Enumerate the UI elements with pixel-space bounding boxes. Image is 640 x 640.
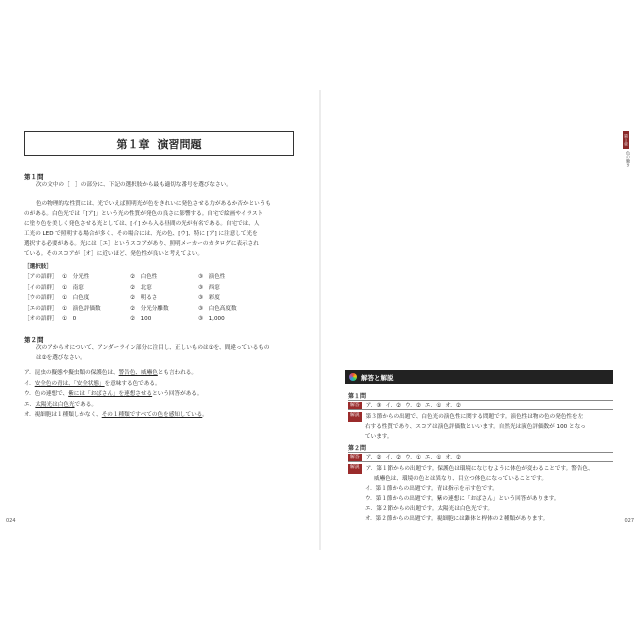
q2-items: [24, 368, 304, 421]
q2-item-post: である。: [74, 401, 97, 408]
answer-value: オ．②: [445, 455, 461, 461]
explanation-line: 右する性質であり、スコアは演色評価数といいます。自然光は演色評価数が 100 となっ: [365, 424, 586, 430]
chapter-number: 第１章: [116, 137, 150, 151]
q2-item: [24, 389, 304, 400]
answer-value: ウ．②: [405, 403, 421, 409]
explanation-line: 第３節からの出題で、白色光の演色性に関する問題です。演色性は物の色の発色性を左: [365, 414, 584, 420]
q2-item-pre: エ．: [24, 401, 36, 408]
answer-value: ア．③: [365, 403, 382, 409]
q2-item-underline: 安全色の青は、「安全状態」: [34, 380, 105, 387]
q2-item: [24, 410, 304, 421]
choice-row: [24, 314, 294, 325]
explanation-badge: 解説: [348, 464, 362, 474]
explanation-line: ア．第１節からの出題です。保護色は環境になじむように体色が変わることです。警告色、: [365, 466, 594, 472]
choice-row: [24, 283, 294, 294]
choice-row: [24, 304, 294, 315]
side-tab-title: 色の働き: [626, 151, 631, 167]
choice-item: ② 白色性: [130, 274, 158, 280]
q1-para-line: 選択する必要がある。光には［エ］というスコアがあり、照明メーカーのカタログに表示され: [24, 241, 259, 247]
choice-row: [24, 272, 294, 283]
q1-paragraph: [24, 199, 294, 259]
q2-item-post: とも言われる。: [157, 370, 197, 376]
q1-heading: 第１問: [24, 173, 44, 181]
q1-choices: [24, 262, 294, 325]
q2-item-underline: 太陽光は白色光: [35, 401, 75, 408]
explanation-line: エ．第２節からの出題です。太陽光は白色光です。: [365, 506, 493, 512]
q2-item-post: を意味する色である。: [104, 380, 161, 387]
side-tab-chapter: 第１章: [623, 131, 629, 149]
q1-instruction: [24, 180, 294, 190]
answers-title-bar: [345, 370, 613, 384]
q2-instruction: [24, 343, 294, 363]
q2-item: [24, 368, 304, 379]
page-number-right: 027: [624, 518, 634, 524]
a1-heading: 第１問: [348, 393, 367, 400]
a2-answer-line: [348, 452, 613, 462]
q2-heading: 第２問: [24, 336, 44, 344]
answer-badge: 解答: [350, 454, 360, 460]
color-wheel-icon: [349, 373, 357, 381]
choice-item: ③ 演色性: [198, 274, 226, 280]
q2-item-pre: ア．昆虫の擬態や擬虫類の保護色は、: [24, 370, 119, 376]
q2-item: [24, 379, 304, 390]
page-gutter: [319, 90, 321, 550]
right-page: [320, 0, 640, 640]
answer-badge: 解答: [350, 402, 360, 408]
choice-key: ［アの語群］: [24, 274, 58, 280]
chapter-side-tab: [623, 131, 633, 181]
q2-item-underline: その１種類ですべての色を感知している: [101, 412, 203, 418]
q1-para-line: 工光の LED で照明する場合が多く、その場合には、光の色、[ウ]、特に [ア] に注意して光を: [24, 231, 258, 237]
answer-value: イ．②: [385, 403, 402, 409]
explanation-line: ています。: [365, 434, 393, 440]
choice-item: ② 明るさ: [130, 295, 158, 301]
answers-title: 解答と解説: [361, 373, 394, 382]
answer-value: オ．②: [445, 403, 461, 409]
choice-key: ［イの語群］: [24, 284, 58, 291]
choice-item: ① 南窓: [62, 284, 84, 291]
a2-heading: 第２問: [348, 445, 367, 452]
q2-item-pre: イ．: [24, 380, 35, 387]
answer-value: エ．①: [424, 455, 442, 461]
a2-explanation: [348, 464, 613, 524]
choice-item: ① 演色評価数: [62, 305, 101, 312]
chapter-title-box: [24, 131, 294, 156]
a1-explanation: [348, 412, 613, 442]
q1-para-line: のがある。白色光では「[ア]」という光の性質が発色の良さに影響する。自宅で絵画やイラスト: [24, 211, 264, 217]
choice-key: ［オの語群］: [24, 316, 58, 322]
choice-item: ③ 1,000: [198, 316, 225, 322]
choice-label: ［選択肢］: [24, 264, 52, 270]
choice-item: ① 0: [62, 316, 77, 322]
choice-key: ［ウの語群］: [24, 295, 58, 301]
q1-para-line: 色の物理的な性質には、光でいえば照明光が色をきれいに発色させる力があるか否かというも: [36, 201, 271, 207]
q1-para-line: ている。そのスコアが［オ］に近いほど、発色性が良いと考えてよい。: [24, 251, 204, 257]
explanation-line: イ．第１節からの出題です。青は指示を示す色です。: [365, 486, 498, 492]
q2-item: [24, 400, 304, 411]
explanation-badge: 解説: [348, 412, 362, 422]
explanation-line: オ．第２節からの出題です。視細胞には錐体と桿体の２種類があります。: [365, 516, 549, 522]
explanation-line: 威嚇色は、環境の色とは異なり、目立つ体色になっていることです。: [374, 476, 547, 482]
chapter-title: 演習問題: [157, 137, 202, 151]
answer-value: エ．①: [424, 403, 442, 409]
q2-item-post: という回答がある。: [152, 391, 203, 397]
answer-value: イ．②: [385, 455, 402, 461]
q1-instruction-text: 次の文中の［ ］の部分に、下記の選択肢から最も適切な番号を選びなさい。: [36, 182, 232, 188]
q2-item-pre: オ．視細胞は１種類しかなく、: [24, 412, 102, 418]
answer-value: ウ．①: [405, 455, 421, 461]
choice-item: ③ 彩度: [198, 295, 220, 301]
choice-item: ③ 白色高度数: [198, 305, 237, 312]
choice-item: ① 分光性: [62, 274, 90, 280]
q2-item-pre: ウ．色の連想で、: [24, 391, 69, 397]
q2-item-post: 。: [202, 412, 208, 418]
q2-instruction-line: は②を選びなさい。: [36, 355, 86, 361]
choice-item: ② 北窓: [130, 284, 152, 291]
explanation-line: ウ．第１節からの出題です。紫の連想に「おばさん」という回答があります。: [365, 496, 560, 502]
answer-value: ア．②: [365, 455, 382, 461]
choice-item: ② 分光分離数: [130, 305, 169, 312]
q2-item-underline: 警告色、威嚇色: [118, 370, 158, 376]
a1-answer-line: [348, 400, 613, 410]
q1-para-line: に塗り色を美しく発色させる光としては、[イ] から入る昼間の光が有名である。自宅では、人: [24, 221, 260, 227]
choice-key: ［エの語群］: [24, 305, 58, 312]
choice-item: ① 白色度: [62, 295, 90, 301]
q2-item-underline: 紫には「おばさん」を連想させる: [68, 391, 153, 397]
q2-instruction-line: 次のアからオについて、アンダーライン部分に注目し、正しいものは①を、間違っているもの: [36, 345, 270, 351]
page-number-left: 024: [6, 518, 16, 524]
choice-item: ② 100: [130, 316, 152, 322]
choice-row: [24, 293, 294, 304]
choice-item: ③ 西窓: [198, 284, 220, 291]
